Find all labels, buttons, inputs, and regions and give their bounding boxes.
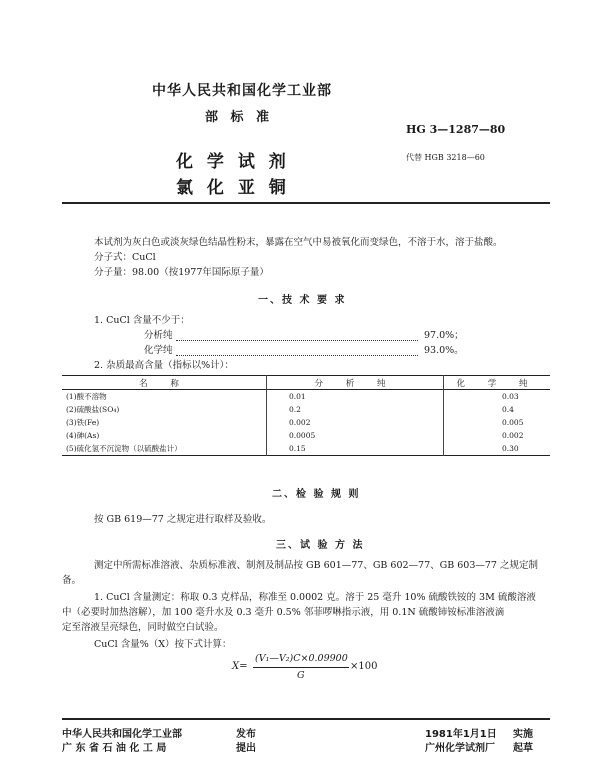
content-requirement-label: 1. CuCl 含量不少于： — [94, 315, 190, 326]
header-rule — [62, 202, 550, 204]
column-header-name: 名 称 — [62, 376, 267, 390]
section-test-methods-title: 三、试 验 方 法 — [276, 540, 365, 551]
section-inspection-rules-title: 二、检 验 规 则 — [272, 489, 361, 500]
impurity-name: (1)酸不溶物 — [62, 390, 267, 404]
ar-limit: 0.15 — [267, 442, 444, 456]
table-row — [62, 442, 550, 456]
assay-paragraph-line2: 中（必要时加热溶解），加 100 毫升水及 0.3 毫升 0.5% 邻菲啰啉指示液，用 0.1N 硫酸铈铵标准溶液滴 — [62, 607, 505, 618]
product-description: 本试剂为灰白色或淡灰绿色结晶性粉末，暴露在空气中易被氧化而变绿色，不溶于水，溶于盐酸。 — [94, 237, 503, 248]
ar-limit: 0.002 — [267, 416, 444, 429]
document-title: 化 学 试 剂 — [176, 152, 290, 172]
assay-paragraph-line3: 定至溶液呈亮绿色，同时做空白试验。 — [62, 622, 224, 633]
grade-cp-label: 化学纯 — [144, 345, 173, 356]
grade-ar-label: 分析纯 — [144, 330, 173, 341]
draft-label: 起草 — [513, 743, 533, 754]
issuing-authority: 中华人民共和国化学工业部 — [62, 729, 182, 740]
ar-limit: 0.01 — [267, 390, 444, 404]
grade-cp-value: 93.0%。 — [424, 345, 464, 356]
calculation-intro: CuCl 含量%（X）按下式计算： — [94, 639, 232, 650]
cp-limit: 0.30 — [502, 444, 519, 453]
test-methods-intro-line1: 测定中所需标准溶液、杂质标准液、制剂及制品按 GB 601—77、GB 602—77、GB 603—77 之规定制 — [94, 560, 538, 571]
implementation-date: 1981年1月1日 — [425, 729, 497, 740]
impurity-table — [62, 375, 550, 456]
grade-ar-value: 97.0%； — [424, 330, 464, 341]
impurity-name: (5)硫化氢不沉淀物（以硫酸盐计） — [62, 442, 267, 456]
issue-label: 发布 — [236, 729, 256, 740]
molecular-weight: 分子量：98.00（按1977年国际原子量） — [94, 267, 269, 278]
document-subtitle: 氯 化 亚 铜 — [176, 178, 290, 198]
propose-label: 提出 — [236, 743, 256, 754]
test-methods-intro-line2: 备。 — [62, 575, 82, 586]
formula-tail: ×100 — [350, 661, 378, 672]
section-technical-requirements-title: 一、技 术 要 求 — [258, 295, 347, 306]
proposing-authority: 广 东 省 石 油 化 工 局 — [62, 743, 167, 754]
cp-limit: 0.03 — [502, 392, 519, 401]
molecular-formula: 分子式：CuCl — [94, 252, 156, 263]
table-row — [62, 429, 550, 442]
formula-denominator: G — [297, 670, 305, 681]
ar-limit: 0.2 — [267, 403, 444, 416]
column-header-ar: 分 析 纯 — [267, 376, 444, 390]
leader-dots — [176, 355, 418, 356]
impurity-heading: 2. 杂质最高含量（指标以%计）： — [94, 360, 234, 371]
cp-limit: 0.005 — [502, 418, 524, 427]
fraction-bar — [253, 667, 349, 668]
replaces-note: 代替 HGB 3218—60 — [406, 153, 485, 162]
standard-code: HG 3—1287—80 — [406, 123, 506, 136]
ar-limit: 0.0005 — [267, 429, 444, 442]
impurity-name: (4)砷(As) — [62, 429, 267, 442]
cp-limit: 0.4 — [502, 405, 514, 414]
ministry-heading: 中华人民共和国化学工业部 — [152, 83, 332, 99]
drafting-unit: 广州化学试剂厂 — [425, 743, 495, 754]
leader-dots — [176, 340, 418, 341]
cp-limit: 0.002 — [502, 431, 524, 440]
table-row — [62, 390, 550, 404]
impurity-name: (3)铁(Fe) — [62, 416, 267, 429]
column-header-cp: 化 学 纯 — [456, 378, 538, 389]
table-header-row — [62, 376, 550, 390]
assay-paragraph-line1: 1. CuCl 含量测定：称取 0.3 克样品，称准至 0.0002 克。溶于 25 毫升 10% 硫酸铁铵的 3M 硫酸溶液 — [94, 592, 536, 603]
impurity-name: (2)硫酸盐(SO₄) — [62, 403, 267, 416]
implement-label: 实施 — [513, 729, 533, 740]
inspection-rules-text: 按 GB 619—77 之规定进行取样及验收。 — [94, 514, 272, 525]
footer-rule — [62, 718, 550, 720]
table-row — [62, 403, 550, 416]
table-row — [62, 416, 550, 429]
formula-lhs: X= — [232, 661, 248, 672]
standard-type: 部 标 准 — [205, 110, 274, 125]
formula-numerator: (V₁—V₂)C×0.09900 — [255, 653, 348, 664]
